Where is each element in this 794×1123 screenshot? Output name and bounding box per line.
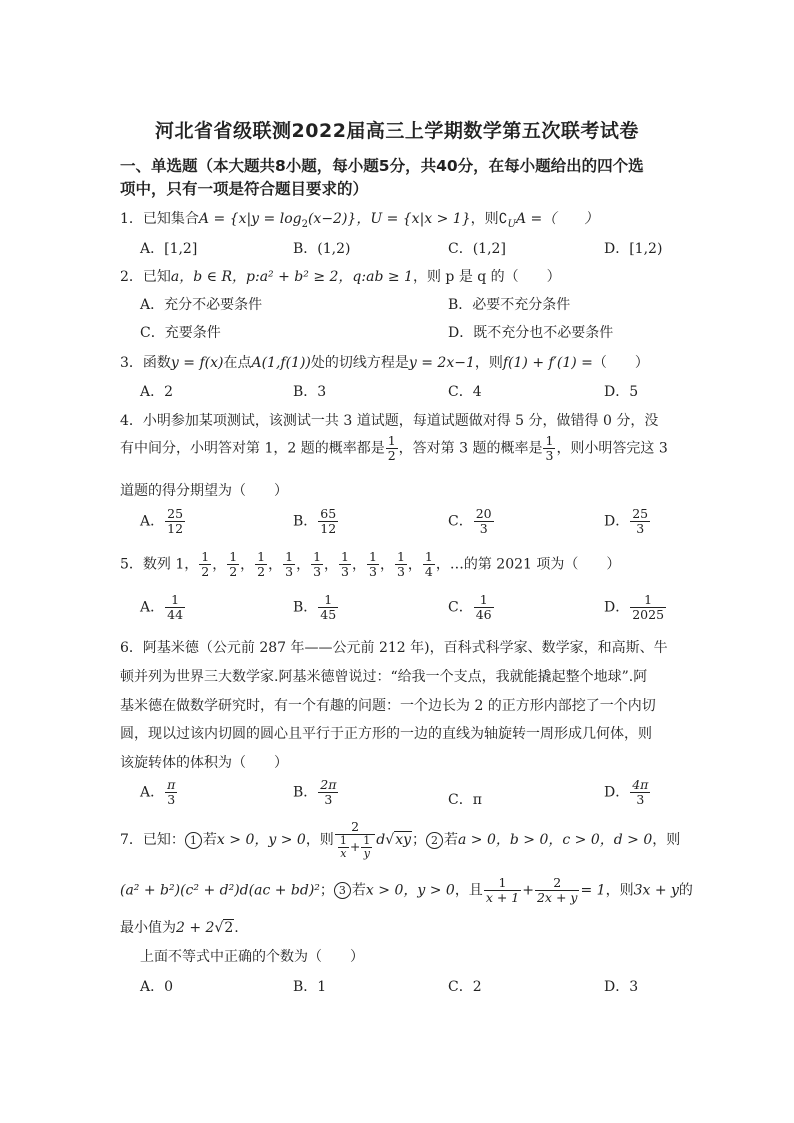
q1-option-c: C．(1,2] <box>448 241 506 257</box>
option-fraction <box>474 507 494 536</box>
question-5-stem <box>120 550 620 579</box>
q2-option-c: C．充要条件 <box>140 325 221 341</box>
sqrt-content: xy <box>395 832 411 848</box>
q4-fraction <box>386 434 398 463</box>
numerator: 1 <box>285 549 294 564</box>
denominator: 3 <box>479 521 488 536</box>
page-title: 河北省省级联测2022届高三上学期数学第五次联考试卷 <box>155 120 639 142</box>
numerator: 25 <box>632 506 649 521</box>
numerator: 1 <box>424 549 433 564</box>
q4-option-c <box>448 507 495 536</box>
question-1-stem <box>120 208 598 230</box>
numerator: 1 <box>545 433 554 448</box>
denominator: 3 <box>285 564 294 579</box>
denominator: 3 <box>167 792 176 807</box>
inner-fraction <box>361 835 372 860</box>
numerator: 2 <box>535 876 580 891</box>
q2-text: ，则 p 是 q 的（ ） <box>412 269 561 285</box>
option-fraction <box>165 593 185 622</box>
q5-option-a <box>140 593 186 622</box>
separator: ， <box>240 556 255 573</box>
numerator: 1 <box>484 876 521 891</box>
numerator: 1 <box>396 549 405 564</box>
q4-option-d <box>604 507 651 536</box>
numerator: 1 <box>630 593 666 608</box>
denominator: 2x + y <box>536 890 578 905</box>
q6-line3: 基米德在做数学研究时，有一个有趣的问题：一个边长为 2 的正方形内部挖了一个内切 <box>120 698 656 714</box>
option-fraction <box>318 507 338 536</box>
q7-text: 若 <box>202 832 217 848</box>
q7-text: ； <box>319 882 334 899</box>
question-2-stem <box>120 266 561 286</box>
denominator: 4 <box>424 564 433 579</box>
sequence-term <box>199 550 211 579</box>
numerator: 1 <box>363 834 371 847</box>
option-label: A． <box>140 513 165 530</box>
option-fraction <box>630 507 650 536</box>
q1-sub: U <box>507 218 516 230</box>
denominator: 3 <box>313 564 322 579</box>
q7-text: ，则 <box>605 882 634 899</box>
q7-math: d <box>376 832 386 848</box>
option-fraction <box>165 507 185 536</box>
q7-math: = 1 <box>580 882 606 899</box>
q3-option-a: A．2 <box>140 384 174 400</box>
numerator: 1 <box>368 549 377 564</box>
circled-number-1: 1 <box>185 832 202 849</box>
numerator: π <box>167 777 176 792</box>
denominator: 2 <box>201 564 210 579</box>
q3-text: 处的切线方程是 <box>310 355 409 371</box>
option-label: A． <box>140 784 165 801</box>
numerator: 25 <box>167 506 184 521</box>
option-label: C． <box>448 599 473 616</box>
q6-line4: 圆，现以过该内切圆的圆心且平行于正方形的一边的直线为轴旋转一周形成几何体，则 <box>120 726 652 742</box>
separator: ， <box>379 556 394 573</box>
q2-option-d: D．既不充分也不必要条件 <box>448 325 614 341</box>
q5-option-c <box>448 593 495 622</box>
q7-text: ，则 <box>652 832 681 848</box>
numerator: 1 <box>474 593 494 608</box>
sequence-term <box>367 550 379 579</box>
q4-text: ，则小明答完这 3 <box>556 440 668 457</box>
q4-text: ，答对第 3 题的概率是 <box>398 440 543 457</box>
numerator: 65 <box>320 506 337 521</box>
plus-sign: + <box>522 882 534 899</box>
denominator: 3 <box>636 521 645 536</box>
q2-option-a: A．充分不必要条件 <box>140 297 263 313</box>
numerator: 1 <box>165 593 185 608</box>
denominator: 3 <box>396 564 405 579</box>
q1-sub: 2 <box>301 218 308 230</box>
q3-text: （ ） <box>592 355 649 371</box>
denominator: y <box>363 847 370 860</box>
option-label: D． <box>604 599 630 616</box>
denominator: 12 <box>320 521 337 536</box>
numerator: 1 <box>339 834 347 847</box>
denominator: 3 <box>368 564 377 579</box>
q3-option-b: B．3 <box>293 384 327 400</box>
q7-option-b: B．1 <box>293 979 327 995</box>
q7-option-a: A．0 <box>140 979 174 995</box>
denominator: 3 <box>324 792 333 807</box>
sequence-term <box>311 550 323 579</box>
q7-text: 7．已知： <box>120 832 185 848</box>
option-fraction <box>630 778 650 807</box>
q4-line2 <box>120 434 668 463</box>
q6-line1: 6．阿基米德（公元前 287 年——公元前 212 年)，百科式科学家、数学家，和高斯、牛 <box>120 640 668 656</box>
q3-math: A(1,f(1)) <box>251 355 311 371</box>
q5-text: ，…的第 2021 项为（ ） <box>435 556 621 573</box>
sequence-term <box>227 550 239 579</box>
sequence-term <box>339 550 351 579</box>
q1-text: ，则∁ <box>470 211 508 227</box>
q7-fraction <box>484 876 521 905</box>
inner-fraction <box>338 835 349 860</box>
q1-option-d: D．[1,2) <box>604 241 663 257</box>
q7-math: (a² + b²)(c² + d²)d(ac + bd)² <box>120 882 320 899</box>
q2-text: 2．已知 <box>120 269 171 285</box>
numerator: 4π <box>632 777 649 792</box>
denominator: 45 <box>320 607 337 622</box>
option-fraction <box>630 593 666 622</box>
denominator: 3 <box>636 792 645 807</box>
q7-line4: 上面不等式中正确的个数为（ ） <box>140 949 364 965</box>
q3-option-d: D．5 <box>604 384 639 400</box>
numerator: 1 <box>318 593 338 608</box>
denominator: x <box>340 847 347 860</box>
q7-math: a > 0，b > 0，c > 0，d > 0 <box>458 832 653 848</box>
option-label: C． <box>448 513 473 530</box>
sqrt-content: 2 <box>224 920 234 936</box>
separator: ， <box>268 556 283 573</box>
q6-option-d <box>604 778 651 807</box>
option-fraction <box>318 593 338 622</box>
sequence-term <box>395 550 407 579</box>
separator: ， <box>351 556 366 573</box>
q1-math: (x−2)}，U = {x|x > 1} <box>307 211 471 227</box>
section-heading-line1: 一、单选题（本大题共8小题，每小题5分，共40分，在每小题给出的四个选 <box>120 157 644 175</box>
q1-option-a: A．[1,2] <box>140 241 198 257</box>
section-heading-line2: 项中，只有一项是符合题目要求的） <box>120 180 369 198</box>
circled-number-2: 2 <box>426 832 443 849</box>
option-fraction <box>318 778 338 807</box>
q7-math: x > 0，y > 0 <box>365 882 455 899</box>
numerator: 1 <box>341 549 349 564</box>
q1-text: 1．已知集合 <box>120 211 199 227</box>
separator: ， <box>407 556 422 573</box>
q4-option-b <box>293 507 339 536</box>
q7-math: 2 + 2 <box>176 920 215 936</box>
q7-option-d: D．3 <box>604 979 639 995</box>
q7-text: 若 <box>444 832 458 848</box>
q7-complex-fraction <box>335 820 375 860</box>
q5-sequence <box>198 549 436 579</box>
q7-option-c: C．2 <box>448 979 482 995</box>
q3-option-c: C．4 <box>448 384 482 400</box>
q3-text: 在点 <box>223 355 252 371</box>
question-3-stem <box>120 352 649 372</box>
q2-math: a，b ∈ R，p:a² + b² ≥ 2，q:ab ≥ 1 <box>170 269 413 285</box>
q7-line2 <box>120 876 693 905</box>
q6-option-b <box>293 778 339 807</box>
denominator: 44 <box>167 607 184 622</box>
option-label: B． <box>293 784 318 801</box>
denominator: 2 <box>229 564 238 579</box>
q7-fraction <box>535 876 580 905</box>
option-fraction <box>474 593 494 622</box>
q6-line5: 该旋转体的体积为（ ） <box>120 755 288 771</box>
q7-text: . <box>234 920 239 936</box>
q2-option-b: B．必要不充分条件 <box>448 297 571 313</box>
separator: ， <box>324 556 339 573</box>
q3-math: y = f(x) <box>170 355 224 371</box>
q7-text: 最小值为 <box>120 920 176 936</box>
option-label: D． <box>604 513 630 530</box>
numerator: 2 <box>335 820 375 835</box>
separator: ， <box>212 556 227 573</box>
q7-text: ； <box>412 832 426 848</box>
q3-text: 3．函数 <box>120 355 171 371</box>
numerator: 1 <box>229 549 238 564</box>
q1-math: A = {x|y = log <box>198 211 302 227</box>
q6-option-a <box>140 778 178 807</box>
q5-option-d <box>604 593 667 622</box>
q7-text: 的 <box>678 882 693 899</box>
q3-math: y = 2x−1 <box>408 355 475 371</box>
q7-line1: 7．已知： 1 若x > 0，y > 0，则 2 $\frac{1}{x}$ + $\frac{1}{y}$ d√xy； 2 若a > 0，b > 0，c > 0，d > 0，则 <box>120 819 681 860</box>
denominator: 46 <box>475 607 492 622</box>
denominator <box>335 835 375 860</box>
q3-text: ，则 <box>474 355 503 371</box>
denominator: 2025 <box>632 607 665 622</box>
q1-option-b: B．(1,2) <box>293 241 351 257</box>
numerator: 1 <box>201 549 210 564</box>
sequence-term <box>283 550 295 579</box>
q7-math: 3x + y <box>633 882 679 899</box>
option-label: B． <box>293 513 318 530</box>
sequence-term <box>423 550 435 579</box>
circled-number-3: 3 <box>334 882 351 899</box>
option-label: A． <box>140 599 165 616</box>
denominator: 2 <box>387 448 396 463</box>
separator: ， <box>296 556 311 573</box>
sequence-term <box>255 550 267 579</box>
q4-text: 有中间分，小明答对第 1，2 题的概率都是 <box>120 440 385 457</box>
q7-line3: 最小值为2 + 2√2. <box>120 920 239 936</box>
q5-option-b <box>293 593 339 622</box>
q4-fraction <box>543 434 555 463</box>
denominator: 3 <box>545 448 554 463</box>
option-label: D． <box>604 784 630 801</box>
q1-math: A =（ ） <box>515 211 599 227</box>
plus-sign: + <box>349 839 361 854</box>
denominator: x + 1 <box>485 890 520 905</box>
numerator: 1 <box>257 549 266 564</box>
q7-text: ，且 <box>454 882 483 899</box>
numerator: 1 <box>387 433 396 448</box>
q6-line2: 顿并列为世界三大数学家.阿基米德曾说过：“给我一个支点，我就能撬起整个地球”.阿 <box>120 669 648 685</box>
denominator: 12 <box>167 521 184 536</box>
denominator: 3 <box>341 564 349 579</box>
q7-text: ，则 <box>305 832 334 848</box>
option-fraction <box>165 778 177 807</box>
q7-text: 若 <box>351 882 366 899</box>
denominator: 2 <box>257 564 266 579</box>
q7-math: x > 0，y > 0 <box>216 832 306 848</box>
numerator: 20 <box>475 506 492 521</box>
numerator: 2π <box>320 777 337 792</box>
q5-text: 5．数列 1， <box>120 556 199 573</box>
q4-option-a <box>140 507 186 536</box>
numerator: 1 <box>313 549 322 564</box>
q4-line1: 4．小明参加某项测试，该测试一共 3 道试题，每道试题做对得 5 分，做错得 0 分，没 <box>120 413 659 429</box>
q4-line3: 道题的得分期望为（ ） <box>120 483 288 499</box>
option-label: B． <box>293 599 318 616</box>
q3-math: f(1) + f′(1) = <box>502 355 593 371</box>
q6-option-c: C．π <box>448 792 482 808</box>
